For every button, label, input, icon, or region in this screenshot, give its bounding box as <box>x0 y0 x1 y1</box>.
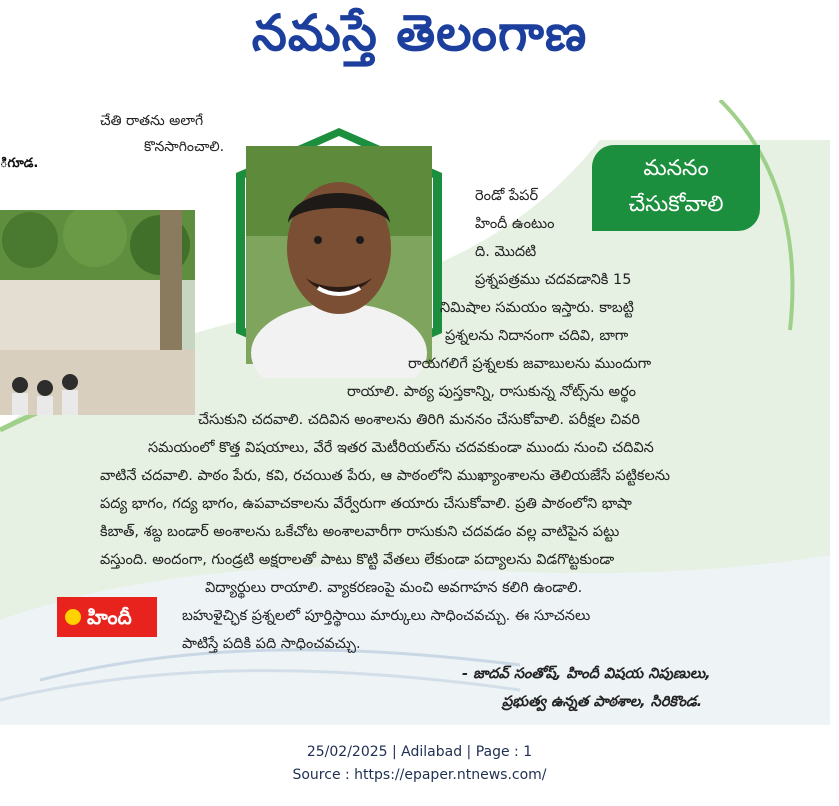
signature-line-2: ప్రభుత్వ ఉన్నత పాఠశాల, సిరికొండ. <box>502 694 703 710</box>
article-line: ది. మొదటి <box>475 244 537 260</box>
subject-tag-label: హిందీ <box>87 605 132 629</box>
article-line: వాటినే చదవాలి. పాఠం పేరు, కవి, రచయిత పేరు, ఆ పాఠంలోని ముఖ్యాంశాలను తెలియజేసే పట్టికలను <box>100 468 670 484</box>
article-line: పద్య భాగం, గద్య భాగం, ఉపవాచకాలను వేర్వేరుగా తయారు చేసుకోవాలి. ప్రతి పాఠంలోని భాషా <box>100 496 632 512</box>
newspaper-clipping <box>0 100 830 725</box>
author-photo <box>236 128 442 378</box>
masthead-title: నమస్తే తెలంగాణ <box>251 4 588 62</box>
article-line: వస్తుంది. అందంగా, గుండ్రటి అక్షరాలతో పాటు కొట్టి వేతలు లేకుండా పద్యాలను విడగొట్టకుండా <box>100 552 615 568</box>
school-photo <box>0 210 195 415</box>
heading-line-1: మననం <box>643 156 709 181</box>
left-caption-line: కొనసాగించాలి. <box>144 139 225 155</box>
article-line: బహుళైచ్ఛిక ప్రశ్నలలో పూర్తిస్థాయి మార్కులు సాధించవచ్చు. ఈ సూచనలు <box>182 608 591 624</box>
article-line: విద్యార్థులు రాయాలి. వ్యాకరణంపై మంచి అవగాహన కలిగి ఉండాలి. <box>205 580 583 596</box>
footer-date-edition: 25/02/2025 | Adilabad | Page : 1 <box>306 744 533 760</box>
left-place-fragment: ిగూడ. <box>0 156 39 171</box>
left-caption-line: చేతి రాతను అలాగే <box>100 113 204 129</box>
left-caption <box>100 108 224 160</box>
article-line: పాటిస్తే పదికి పది సాధించవచ్చు. <box>182 636 361 652</box>
article-line: ప్రశ్నపత్రము చదవడానికి 15 <box>475 272 632 288</box>
article-line: రాయాలి. పాఠ్య పుస్తకాన్ని, రాసుకున్న నోట్స్‌ను అర్థం <box>347 384 637 400</box>
article-line: నిమిషాల సమయం ఇస్తారు. కాబట్టి <box>440 300 634 316</box>
article-line: చేసుకుని చదవాలి. చదివిన అంశాలను తిరిగి మననం చేసుకోవాలి. పరీక్షల చివరి <box>198 412 640 428</box>
tag-dot-icon <box>65 609 81 625</box>
article-line: రెండో పేపర్ <box>475 188 539 204</box>
article-line: కిబాత్, శబ్ద బండార్ అంశాలను ఒకేచోట అంశాలవారీగా రాసుకుని చదవడం వల్ల వాటిపైన పట్టు <box>100 524 620 540</box>
section-heading <box>592 145 760 231</box>
footer-source: Source : https://epaper.ntnews.com/ <box>292 767 547 783</box>
article-line: హిందీ ఉంటుం <box>475 216 555 232</box>
subject-tag <box>57 597 157 637</box>
article-line: రాయగలిగే ప్రశ్నలకు జవాబులను ముందుగా <box>408 356 652 372</box>
heading-line-2: చేసుకోవాలి <box>628 192 724 217</box>
article-line: ప్రశ్నలను నిదానంగా చదివి, బాగా <box>445 328 629 344</box>
signature-line-1: - జాదవ్ సంతోష్, హిందీ విషయ నిపుణులు, <box>462 666 711 682</box>
article-line: సమయంలో కొత్త విషయాలు, వేరే ఇతర మెటీరియల్‌ను చదవకుండా ముందు నుంచి చదివిన <box>148 440 654 456</box>
